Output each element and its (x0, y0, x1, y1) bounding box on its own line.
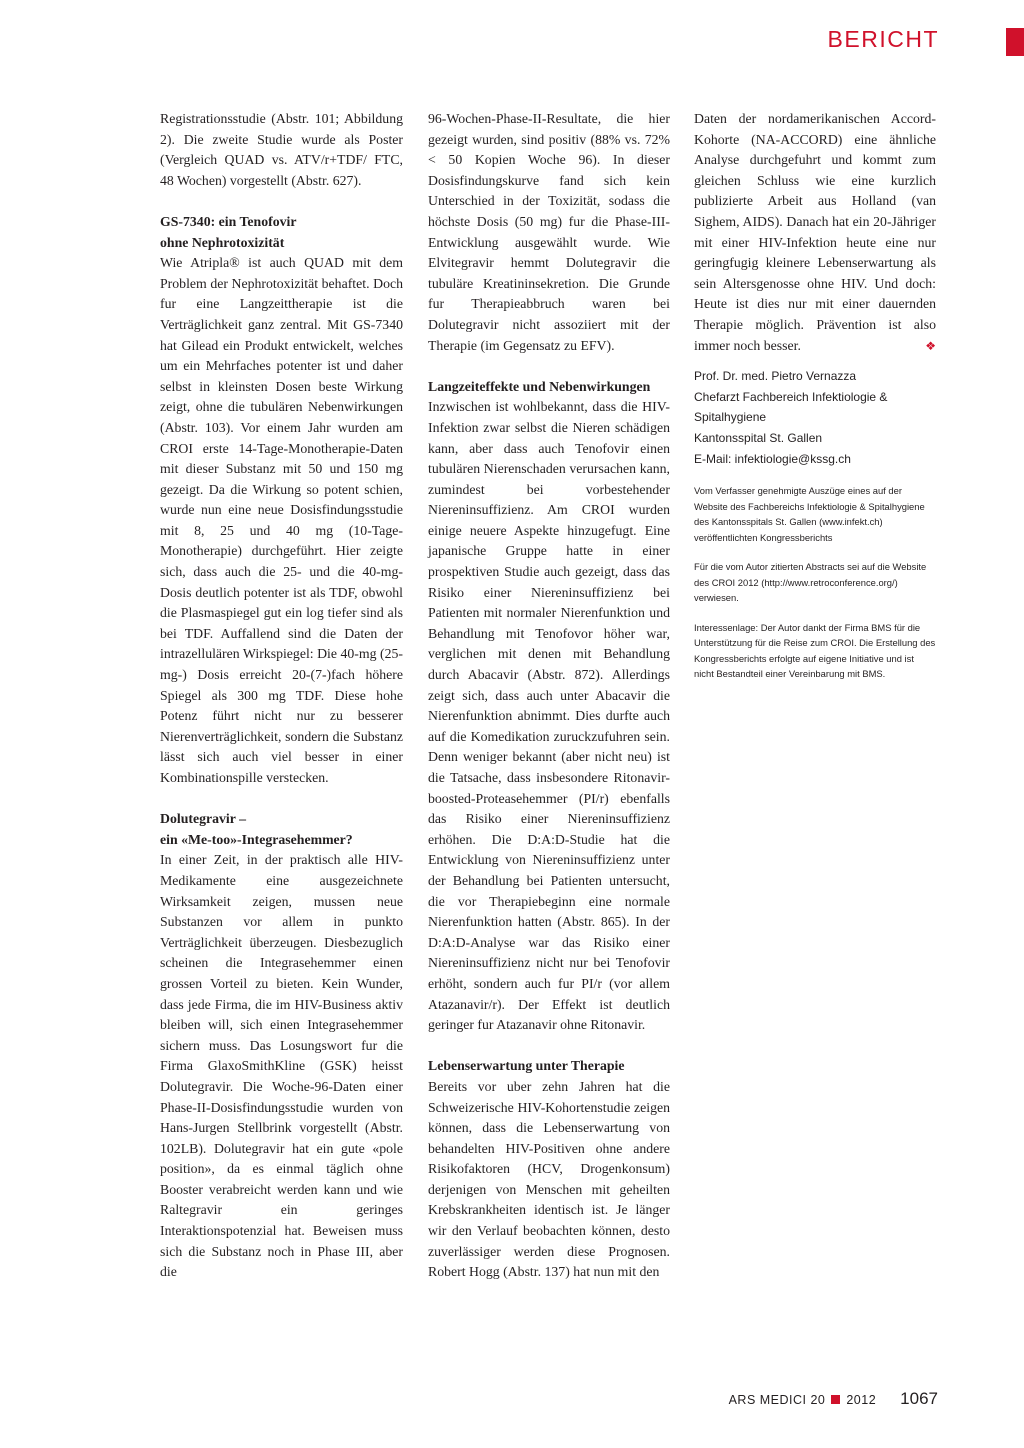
author-role: Spitalhygiene (694, 410, 767, 425)
author-name: Prof. Dr. med. Pietro Vernazza (694, 369, 857, 384)
column-3 (694, 109, 936, 682)
paragraph: 96-Wochen-Phase-II-Resultate, die hier gezeigt wurden, sind positiv (88% vs. 72% < 50 Kopien Woche 96). In dieser Dosisfindungskurve fand sich kein Unterschied in der Toxizität, sodass die höchste Dosis (50 mg) fur die Phase-III-Entwicklung ausgewählt wurde. Wie Elvitegravir hemmt Dolutegravir die tubuläre Kreatininsekretion. Die Grunde fur Therapieabbruch waren bei Dolutegravir nicht assoziiert mit der Therapie (im Gegensatz zu EFV). (428, 111, 670, 353)
paragraph: Wie Atripla® ist auch QUAD mit dem Problem der Nephrotoxizität behaftet. Doch fur eine Langzeittherapie ist die Verträglichkeit ganz zentral. Mit GS-7340 hat Gilead ein Produkt entwickelt, welches um ein Mehrfaches potenter ist und daher selbst in kleinsten Dosen beste Wirkung zeigt, ohne die tubulären Nebenwirkungen (Abstr. 103). Vor einem Jahr wurden am CROI erste 14-Tage-Monotherapie-Daten mit dieser Substanz mit 50 und 150 mg gezeigt. Da die Wirkung so potent schien, wurde nun eine neue Dosisfindungsstudie mit 8, 25 und 40 mg (10-Tage-Monotherapie) durchgeführt. Hier zeigte sich, dass auch die 25- und die 40-mg-Dosis deutlich potenter ist als TDF, obwohl die Plasmaspiegel gut ein log tiefer sind als bei TDF. Auffallend sind die Daten der intrazellulären Wirkspiegel: Die 40-mg (25-mg-) Dosis erreicht 20-(7-)fach höhere Spiegel als 300 mg TDF. Diese hohe Potenz führt nicht nur zu besserer Nierenverträglichkeit, sondern die Substanz lässt sich auch viel besser in einer Kombinationspille verstecken. (160, 255, 403, 785)
author-organization: Kantonsspital St. Gallen (694, 430, 823, 445)
paragraph: Inzwischen ist wohlbekannt, dass die HIV-Infektion zwar selbst die Nieren schädigen kann, aber dass auch Tenofovir einen tubulären Nierenschaden verursachen kann, zumindest bei vorbestehender Niereninsuffizienz. Am CROI wurden einige neuere Aspekte hinzugefugt. Eine japanische Gruppe hatte in einer prospektiven Studie auch gezeigt, dass das Risiko einer Niereninsuffizienz bei Patienten mit normaler Nierenfunktion und Behandlung mit Tenofovor höher war, verglichen mit denen mit Behandlung durch Abacavir (Abstr. 872). Allerdings zeigt sich, dass auch unter Abacavir die Nierenfunktion abnimmt. Dies durfte auch auf die Komedikation zuruckzufuhren sein. Denn weniger bekannt (aber nicht neu) ist die Tatsache, dass insbesondere Ritonavir-boosted-Proteasehemmer (PI/r) ebenfalls das Risiko einer Niereninsuffizienz erhöhen. Die D:A:D-Studie hat die Entwicklung von Niereninsuffizienz unter der Behandlung bei Patienten untersucht, die vor Therapiebeginn eine normale Nierenfunktion hatten (Abstr. 865). In der D:A:D-Analyse war das Risiko einer Niereninsuffizienz nicht nur bei Tenofovir erhöht, sondern auch fur PI/r (vor allem Atazanavir/r). Der Effekt ist deutlich geringer fur Atazanavir ohne Ritonavir. (428, 399, 670, 1033)
paragraph: Bereits vor uber zehn Jahren hat die Schweizerische HIV-Kohortenstudie zeigen können, dass die Lebenserwartung von behandelten HIV-Positiven ohne andere Risikofaktoren (HCV, Drogenkonsum) derjenigen von Menschen mit geheilten Krebskrankheiten identisch ist. Je länger wir den Verlauf beobachten können, desto zuverlässiger werden diese Prognosen. Robert Hogg (Abstr. 137) hat nun mit den (428, 1078, 670, 1280)
page-footer (729, 1389, 938, 1409)
column-1 (160, 109, 403, 1283)
footer-square-icon (831, 1395, 840, 1404)
journal-issue: ARS MEDICI 20 2012 (728, 1393, 877, 1407)
subheading: Langzeiteffekte und Nebenwirkungen (428, 378, 651, 394)
section-color-block (1006, 28, 1024, 56)
subheading: Dolutegravir – ein «Me-too»-Integrasehemmer? (160, 811, 353, 847)
note-disclosure: Interessenlage: Der Autor dankt der Firma BMS für die Unterstützung für die Reise zum CROI. Die Erstellung des Kongressberichts erfolgte auf eigene Initiative und ist nicht Bestandteil einer Vereinbarung mit BMS. (694, 621, 936, 680)
paragraph: Daten der nordamerikanischen Accord-Kohorte (NA-ACCORD) eine ähnliche Analyse durchgefuhrt und kommt zum gleichen Schluss wie eine kurzlich publizierte Arbeit aus Holland (van Sighem, AIDS). Danach hat ein 20-Jähriger mit einer HIV-Infektion heute eine nur geringfugig kleinere Lebenserwartung als sein Altersgenosse ohne HIV. Und doch: Heute ist dies nur mit einer dauernden Therapie möglich. Prävention ist also immer noch besser. ❖ (694, 109, 936, 356)
author-block (694, 366, 936, 469)
paragraph: Registrationsstudie (Abstr. 101; Abbildung 2). Die zweite Studie wurde als Poster (Vergleich QUAD vs. ATV/r+TDF/ FTC, 48 Wochen) vorgestellt (Abstr. 627). (160, 111, 403, 188)
author-role: Chefarzt Fachbereich Infektiologie & (694, 389, 888, 404)
author-email: E-Mail: infektiologie@kssg.ch (694, 451, 851, 466)
subheading: Lebenserwartung unter Therapie (428, 1058, 625, 1074)
subheading: GS-7340: ein Tenofovir ohne Nephrotoxizität (160, 213, 297, 250)
page-number: 1067 (900, 1389, 938, 1408)
paragraph: In einer Zeit, in der praktisch alle HIV-Medikamente eine ausgezeichnete Wirksamkeit zeigen, mussen neue Substanzen vor allem in punkto Verträglichkeit überzeugen. Diesbezuglich scheinen die Integrasehemmer einen grossen Vorteil zu bieten. Kein Wunder, dass jede Firma, die im HIV-Business aktiv bleiben will, sich einen Integrasehemmer sichern muss. Das Losungswort fur die Firma GlaxoSmithKline (GSK) heisst Dolutegravir. Die Woche-96-Daten einer Phase-II-Dosisfindungsstudie wurden von Hans-Jurgen Stellbrink vorgestellt (Abstr. 102LB). Dolutegravir hat ein gute «pole position», da es einmal täglich ohne Booster verabreicht werden kann und wie Raltegravir ein geringes Interaktionspotenzial hat. Beweisen muss sich die Substanz noch in Phase III, aber die (160, 852, 403, 1280)
end-mark-icon: ❖ (925, 338, 936, 353)
note-abstracts: Für die vom Autor zitierten Abstracts sei auf die Website des CROI 2012 (http://www.retroconference.org/) verwiesen. (694, 561, 927, 604)
note-source: Vom Verfasser genehmigte Auszüge eines auf der Website des Fachbereichs Infektiologie & Spitalhygiene des Kantonsspitals St. Gallen (www.infekt.ch) veröffentlichten Kongressberichts (694, 485, 925, 543)
section-label: BERICHT (827, 26, 939, 52)
column-2 (428, 109, 670, 1283)
